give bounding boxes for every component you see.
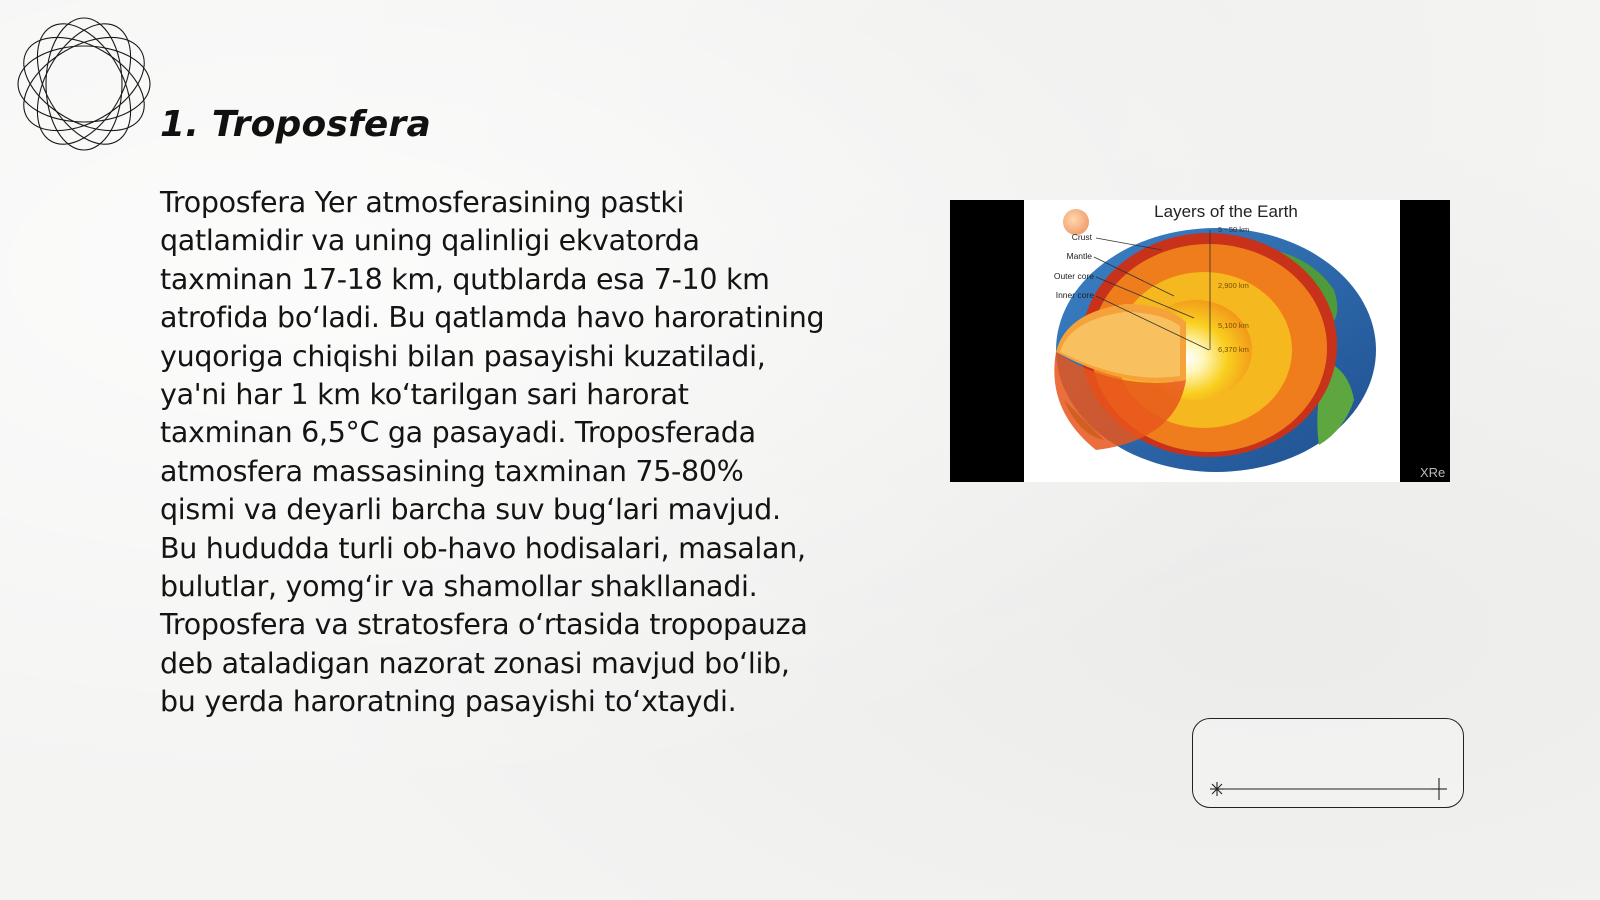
spirograph-circle-icon (10, 10, 158, 158)
depth-label: 6,370 km (1218, 345, 1249, 354)
cross-icon (1431, 778, 1447, 800)
sparkle-icon (1210, 782, 1224, 796)
slide-title: 1. Troposfera (160, 104, 432, 145)
label-mantle: Mantle (1066, 251, 1092, 261)
depth-label: 2,900 km (1218, 281, 1249, 290)
label-outer-core: Outer core (1053, 271, 1094, 281)
earth-cutaway-illustration (1024, 200, 1400, 482)
slide-body-text: Troposfera Yer atmosferasining pastki qatlamidir va uning qalinligi ekvatorda taxminan 17-18 km, qutblarda esa 7-10 km atrofida bo‘ladi. Bu qatlamda havo haroratining yuqoriga chiqishi bilan pasayishi kuzatiladi, ya'ni har 1 km ko‘tarilgan sari harorat taxminan 6,5°C ga pasayadi. Troposferada atmosfera massasining taxminan 75-80% qismi va deyarli barcha suv bug‘lari mavjud. Bu hududda turli ob-havo hodisalari, masalan, bulutlar, yomg‘ir va shamollar shakllanadi. Troposfera va stratosfera o‘rtasida tropopauza deb ataladigan nazorat zonasi mavjud bo‘lib, bu yerda haroratning pasayishi to‘xtaydi. (160, 186, 825, 719)
label-inner-core: Inner core (1055, 290, 1094, 300)
figure-panel (1024, 200, 1400, 482)
depth-label: 5,100 km (1218, 321, 1249, 330)
earth-layers-figure (950, 200, 1450, 482)
label-crust: Crust (1071, 232, 1092, 242)
figure-watermark: XRe (1420, 465, 1446, 480)
figure-title: Layers of the Earth (1154, 202, 1298, 221)
depth-label: 5 - 50 km (1218, 225, 1250, 234)
timeline-decoration (1192, 718, 1464, 808)
